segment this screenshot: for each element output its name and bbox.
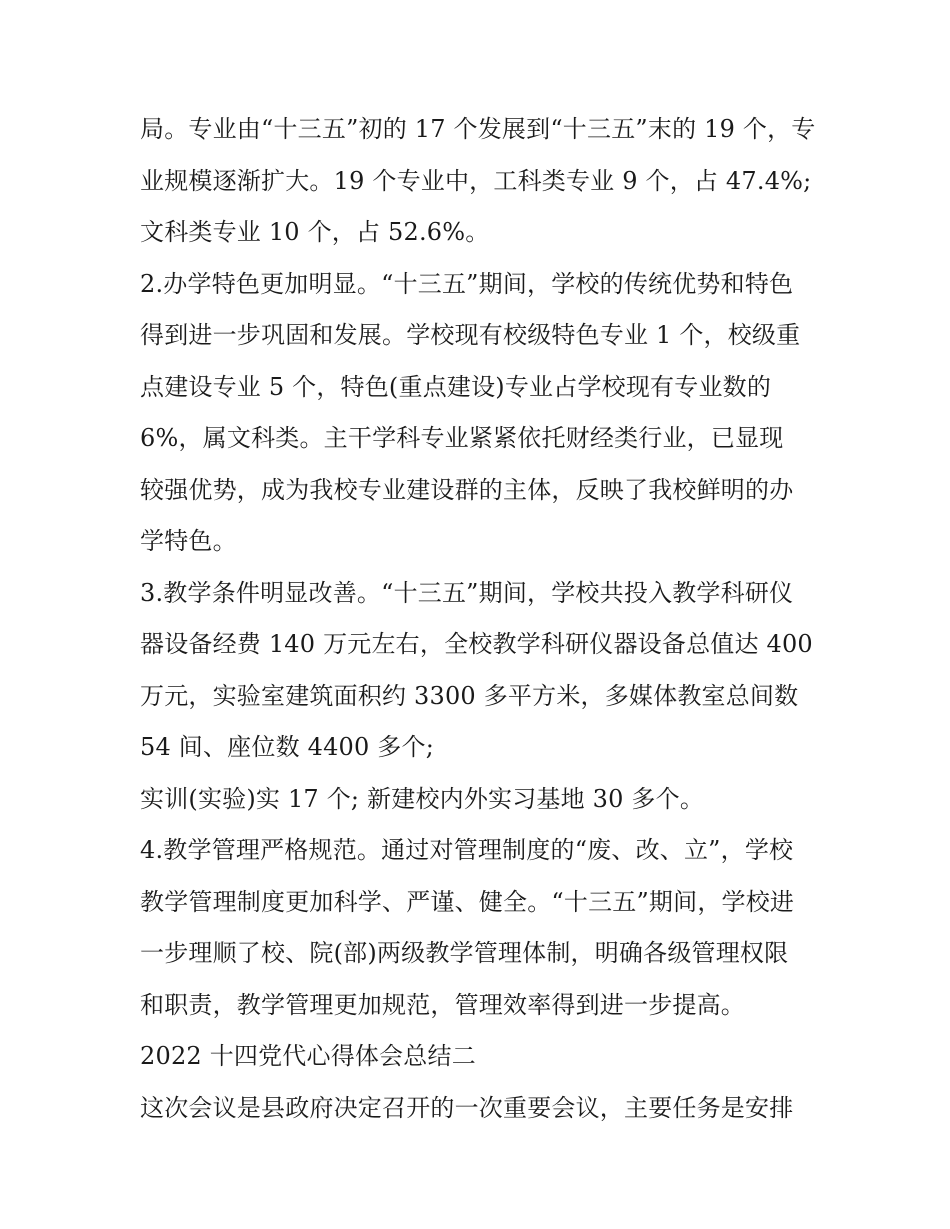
document-subtitle: 2022 十四党代心得体会总结二 (140, 1042, 476, 1070)
text-line: 54 间、座位数 4400 多个; (140, 733, 434, 761)
text-line: 6%，属文科类。主干学科专业紧紧依托财经类行业，已显现 (140, 424, 784, 452)
section-heading-line: 4.教学管理严格规范。通过对管理制度的“废、改、立”，学校 (140, 836, 794, 864)
text-line: 教学管理制度更加科学、严谨、健全。“十三五”期间，学校进 (140, 887, 795, 916)
section-heading-line: 2.办学特色更加明显。“十三五”期间，学校的传统优势和特色 (140, 269, 794, 298)
section-heading-line: 3.教学条件明显改善。“十三五”期间，学校共投入教学科研仪 (140, 578, 794, 607)
text-line: 点建设专业 5 个，特色(重点建设)专业占学校现有专业数的 (140, 372, 772, 401)
text-line: 和职责，教学管理更加规范，管理效率得到进一步提高。 (140, 990, 745, 1019)
text-line: 学特色。 (140, 527, 237, 555)
text-line: 器设备经费 140 万元左右，全校教学科研仪器设备总值达 400 (140, 630, 813, 658)
text-line: 文科类专业 10 个，占 52.6%。 (140, 218, 490, 246)
text-line: 这次会议是县政府决定召开的一次重要会议，主要任务是安排 (140, 1093, 794, 1122)
text-line: 实训(实验)实 17 个; 新建校内外实习基地 30 多个。 (140, 784, 705, 813)
text-line: 得到进一步巩固和发展。学校现有校级特色专业 1 个，校级重 (140, 321, 801, 349)
text-line: 业规模逐渐扩大。19 个专业中，工科类专业 9 个，占 47.4%; (140, 166, 812, 195)
document-body (140, 104, 820, 1134)
text-line: 万元，实验室建筑面积约 3300 多平方米，多媒体教室总间数 (140, 681, 799, 710)
text-line: 较强优势，成为我校专业建设群的主体，反映了我校鲜明的办 (140, 475, 794, 504)
text-line: 一步理顺了校、院(部)两级教学管理体制，明确各级管理权限 (140, 939, 789, 967)
text-line: 局。专业由“十三五”初的 17 个发展到“十三五”末的 19 个，专 (140, 115, 816, 143)
